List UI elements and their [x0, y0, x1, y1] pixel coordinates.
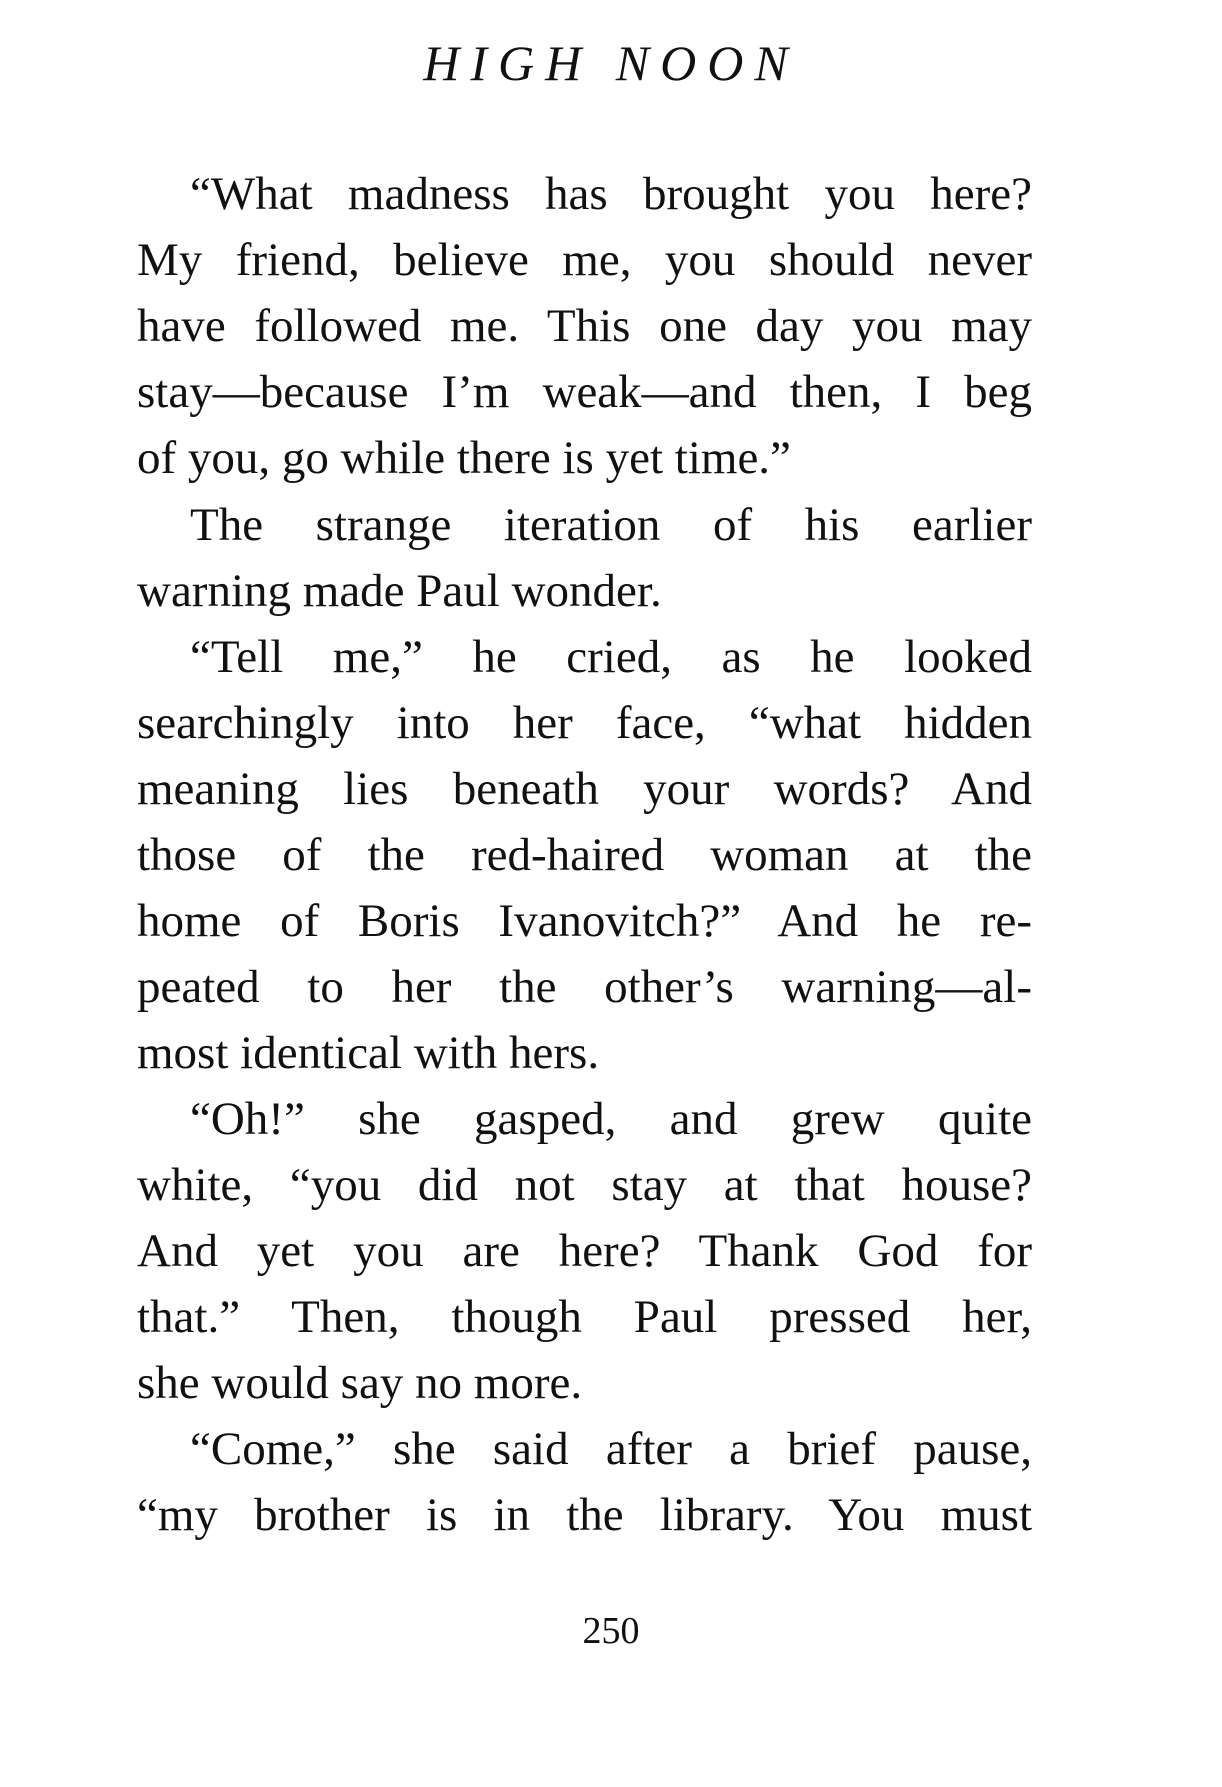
- text-line: home of Boris Ivanovitch?” And he re-: [137, 895, 1032, 947]
- text-line: peated to her the other’s warning—al-: [137, 961, 1032, 1013]
- text-line: stay—because I’m weak—and then, I beg: [137, 366, 1032, 418]
- text-line: have followed me. This one day you may: [137, 300, 1032, 352]
- text-line: meaning lies beneath your words? And: [137, 763, 1032, 815]
- text-line: white, “you did not stay at that house?: [137, 1159, 1032, 1211]
- text-line: that.” Then, though Paul pressed her,: [137, 1291, 1032, 1343]
- text-line: The strange iteration of his earlier: [190, 499, 1032, 551]
- text-line: most identical with hers.: [137, 1027, 600, 1079]
- text-line: of you, go while there is yet time.”: [137, 432, 791, 484]
- text-line: My friend, believe me, you should never: [137, 234, 1032, 286]
- text-line: “Come,” she said after a brief pause,: [190, 1423, 1032, 1475]
- running-header: HIGH NOON: [423, 35, 799, 91]
- page-number: 250: [582, 1610, 640, 1652]
- text-line: “Oh!” she gasped, and grew quite: [190, 1093, 1032, 1145]
- text-line: warning made Paul wonder.: [137, 565, 662, 617]
- text-line: she would say no more.: [137, 1357, 583, 1409]
- text-line: And yet you are here? Thank God for: [137, 1225, 1032, 1277]
- text-line: “my brother is in the library. You must: [137, 1489, 1032, 1541]
- text-line: those of the red-haired woman at the: [137, 829, 1032, 881]
- text-line: searchingly into her face, “what hidden: [137, 697, 1032, 749]
- text-line: “Tell me,” he cried, as he looked: [190, 631, 1032, 683]
- text-line: “What madness has brought you here?: [190, 168, 1032, 220]
